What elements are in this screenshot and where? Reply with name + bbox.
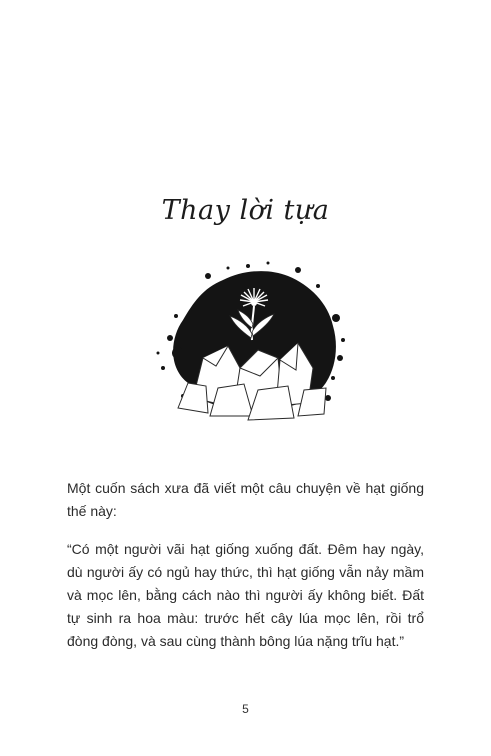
paragraph-quote: “Có một người vãi hạt giống xuống đất. Đêm hay ngày, dù người ấy có ngủ hay thức, thì hạt giống vẫn nảy mầm và mọc lên, bằng cách nào thì người ấy không biết. Đất tự sinh ra hoa màu: trước hết cây lúa mọc lên, rồi trổ đòng đòng, và sau cùng thành bông lúa nặng trĩu hạt.” (67, 541, 424, 649)
chapter-title: Thay lời tựa (161, 195, 330, 226)
flower-center (251, 300, 257, 306)
dandelion-illustration (148, 258, 348, 426)
page-number: 5 (242, 702, 249, 716)
paragraph-intro: Một cuốn sách xưa đã viết một câu chuyện về hạt giống thế này: (67, 480, 424, 519)
